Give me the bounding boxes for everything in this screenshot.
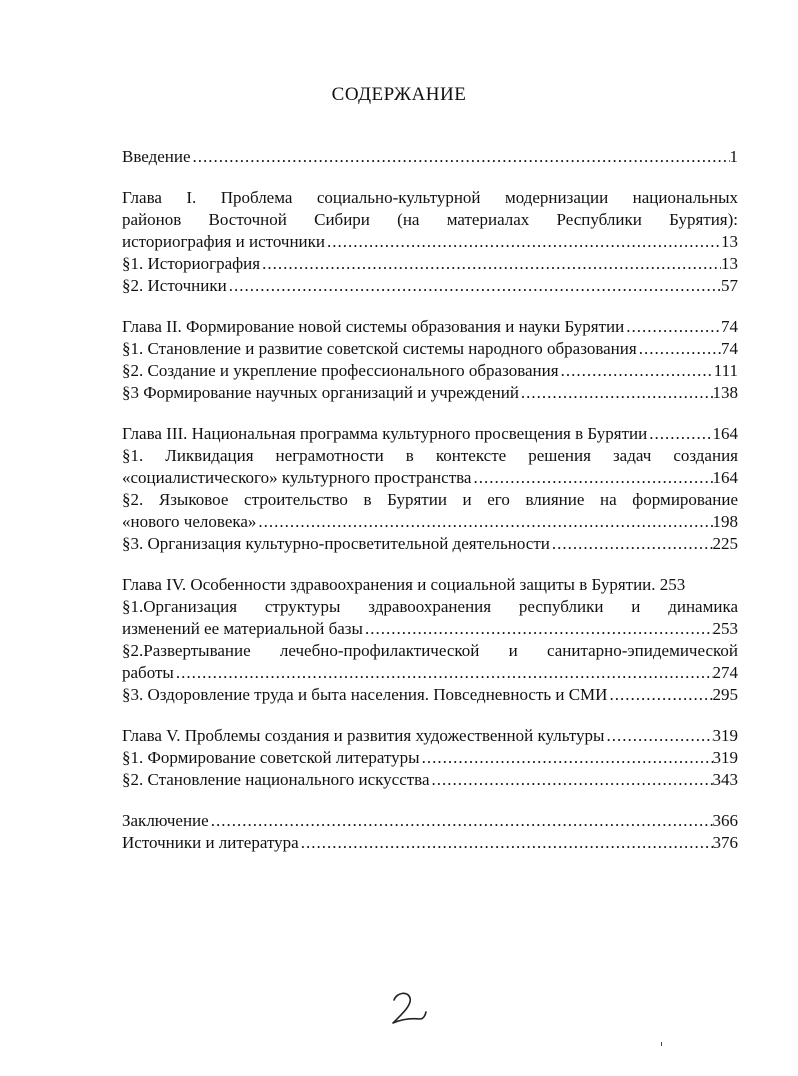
toc-entry-section-3-1-line-1: §1. Ликвидация неграмотности в контексте решения задач создания [122, 446, 738, 465]
toc-entry-text: Источники и литература [122, 833, 299, 852]
toc-entry-section-4-2-line-1: §2.Развертывание лечебно-профилактической и санитарно-эпидемической [122, 641, 738, 660]
toc-entry-text: §3. Оздоровление труда и быта населения. Повседневность и СМИ [122, 685, 608, 704]
toc-entry-page: 74 [721, 339, 738, 358]
toc-entry-references [122, 832, 738, 854]
toc-entry-chapter-4: Глава IV. Особенности здравоохранения и социальной защиты в Бурятии. 253 [122, 575, 686, 594]
toc-entry-page: 376 [712, 833, 738, 852]
toc-entry-page: 164 [712, 468, 738, 487]
toc-entry-text: §3 Формирование научных организаций и учреждений [122, 383, 519, 402]
toc-entry-page: 319 [712, 726, 738, 745]
page-title: СОДЕРЖАНИЕ [331, 84, 467, 105]
toc-entry-text: §2. Источники [122, 276, 227, 295]
scan-speck [660, 1042, 663, 1046]
toc-entry-chapter-1-line-1: Глава I. Проблема социально-культурной модернизации национальных [122, 188, 738, 207]
toc-entry-section-3-2-line-2 [122, 511, 738, 533]
toc-entry-section-1-1 [122, 253, 738, 275]
toc-entry-section-3-1-line-2 [122, 467, 738, 489]
toc-entry-section-3-3 [122, 533, 738, 555]
toc-entry-section-2-1 [122, 338, 738, 360]
toc-entry-text: Введение [122, 147, 191, 166]
toc-entry-text: Заключение [122, 811, 209, 830]
toc-entry-page: 319 [712, 748, 738, 767]
toc-entry-page: 198 [712, 512, 738, 531]
toc-entry-text: §1. Формирование советской литературы [122, 748, 420, 767]
toc-entry-page: 111 [713, 361, 738, 380]
toc-entry-conclusion [122, 810, 738, 832]
toc-entry-text: Глава II. Формирование новой системы образования и науки Бурятии [122, 317, 625, 336]
toc-entry-text: историография и источники [122, 232, 326, 251]
toc-entry-page: 74 [721, 317, 738, 336]
toc-entry-page: 253 [712, 619, 738, 638]
toc-entry-section-2-2 [122, 360, 738, 382]
toc-entry-text: «социалистического» культурного пространства [122, 468, 472, 487]
toc-entry-section-4-2-line-2 [122, 662, 738, 684]
toc-entry-page: 13 [721, 254, 738, 273]
toc-entry-text: §2. Становление национального искусства [122, 770, 430, 789]
toc-entry-page: 1 [729, 147, 738, 166]
toc-entry-chapter-2 [122, 316, 738, 338]
toc-entry-page: 343 [712, 770, 738, 789]
toc-entry-text: Глава V. Проблемы создания и развития художественной культуры [122, 726, 605, 745]
toc-entry-section-4-1-line-2 [122, 618, 738, 640]
toc-entry-text: §1. Становление и развитие советской системы народного образования [122, 339, 637, 358]
toc-entry-page: 366 [712, 811, 738, 830]
toc-entry-chapter-1-line-3 [122, 231, 738, 253]
toc-entry-section-2-3 [122, 382, 738, 404]
toc-entry-chapter-3 [122, 423, 738, 445]
toc-entry-text: §3. Организация культурно-просветительной деятельности [122, 534, 550, 553]
toc-entry-text: §2. Создание и укрепление профессионального образования [122, 361, 559, 380]
toc-entry-page: 274 [712, 663, 738, 682]
toc-entry-text: работы [122, 663, 174, 682]
toc-entry-page: 164 [712, 424, 738, 443]
toc-entry-section-5-1 [122, 747, 738, 769]
toc-entry-section-4-1-line-1: §1.Организация структуры здравоохранения республики и динамика [122, 597, 738, 616]
toc-entry-chapter-1-line-2: районов Восточной Сибири (на материалах Республики Бурятия): [122, 210, 738, 229]
toc-entry-page: 225 [712, 534, 738, 553]
toc-entry-section-5-2 [122, 769, 738, 791]
toc-entry-text: §1. Историография [122, 254, 261, 273]
handwritten-page-number [388, 990, 428, 1028]
toc-entry-page: 295 [712, 685, 738, 704]
toc-entry-page: 57 [721, 276, 738, 295]
toc-entry-text: «нового человека» [122, 512, 257, 531]
toc-entry-chapter-5 [122, 725, 738, 747]
toc-entry-page: 13 [721, 232, 738, 251]
toc-entry-page: 138 [712, 383, 738, 402]
toc-entry-text: изменений ее материальной базы [122, 619, 363, 638]
toc-entry-section-1-2 [122, 275, 738, 297]
toc-entry-introduction [122, 146, 738, 168]
toc-entry-section-4-3 [122, 684, 738, 706]
toc-entry-section-3-2-line-1: §2. Языковое строительство в Бурятии и его влияние на формирование [122, 490, 738, 509]
toc-entry-text: Глава III. Национальная программа культурного просвещения в Бурятии [122, 424, 648, 443]
